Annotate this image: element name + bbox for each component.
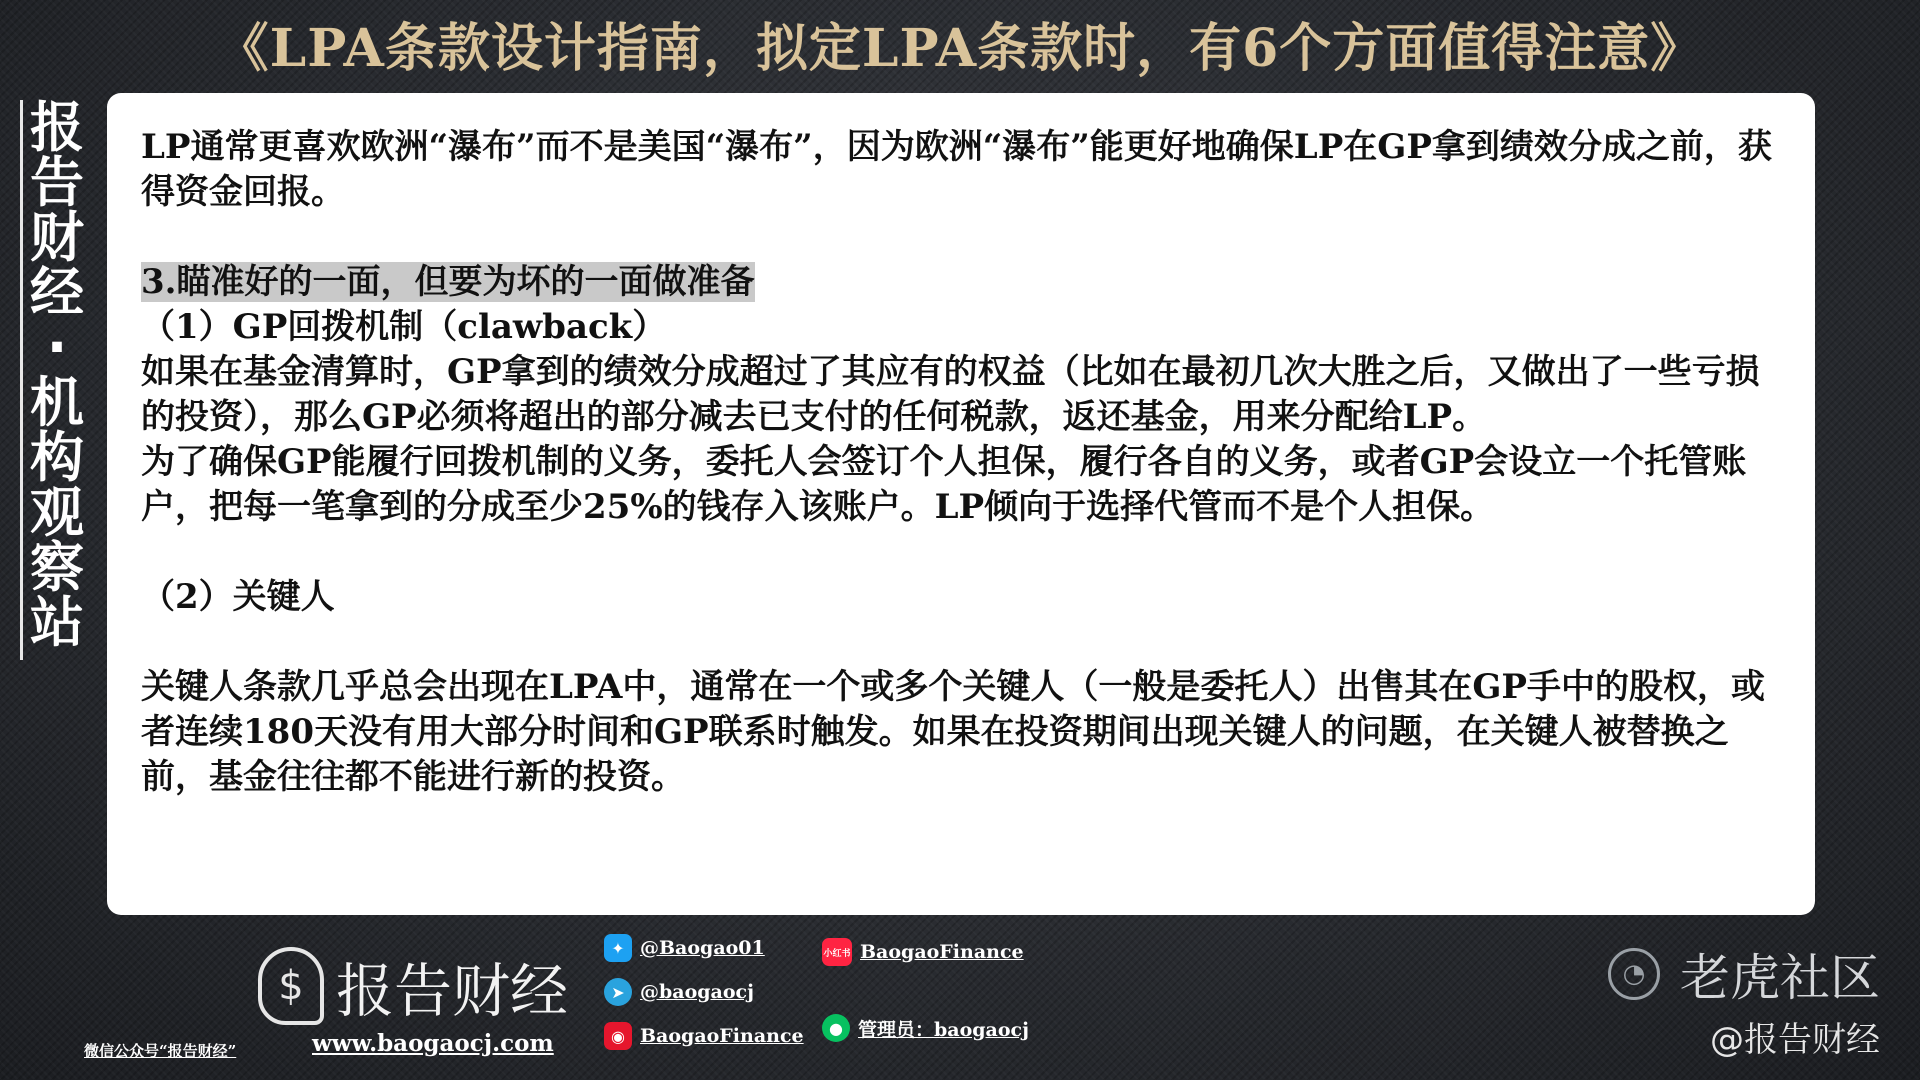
brand-logo-text: 报告财经 [336,957,569,1025]
side-label-char: 报 [30,96,84,159]
website-link[interactable]: www.baogaocj.com [312,1030,554,1057]
brand-logo [258,944,568,1028]
intro-paragraph: LP通常更喜欢欧洲“瀑布”而不是美国“瀑布”，因为欧洲“瀑布”能更好地确保LP在GP拿到绩效分成之前，获得资金回报。 [141,127,1772,212]
weibo-handle: BaogaoFinance [640,1025,804,1047]
content-card [107,93,1815,915]
twitter-link[interactable] [604,934,765,962]
side-label-char: 察 [30,536,84,599]
weibo-icon: ◉ [604,1022,632,1050]
weibo-link[interactable] [604,1022,804,1050]
wechat-admin-link[interactable] [822,1014,1029,1042]
side-label [20,96,91,660]
side-label-char: 机 [30,371,84,434]
tiger-community-brand [1608,938,1880,1010]
clawback-paragraph-2: 为了确保GP能履行回拨机制的义务，委托人会签订个人担保，履行各自的义务，或者GP会设立一个托管账户，把每一笔拿到的分成至少25%的钱存入该账户。LP倾向于选择代管而不是个人担保。 [141,442,1747,527]
xiaohongshu-icon: 小红书 [822,938,852,966]
xiaohongshu-link[interactable] [822,938,1024,966]
section-heading: 3.瞄准好的一面，但要为坏的一面做准备 [141,262,755,302]
side-label-char: 财 [30,206,84,269]
head-dollar-icon: $ [258,947,324,1025]
xiaohongshu-handle: BaogaoFinance [860,941,1024,963]
telegram-handle: @baogaocj [640,981,754,1003]
side-label-char: · [46,316,68,379]
wechat-account-label: 微信公众号“报告财经” [84,1042,237,1060]
tiger-icon: ◔ [1608,948,1660,1000]
page-title: 《LPA条款设计指南，拟定LPA条款时，有6个方面值得注意》 [216,18,1704,79]
wechat-icon: ● [822,1014,850,1042]
key-person-paragraph: 关键人条款几乎总会出现在LPA中，通常在一个或多个关键人（一般是委托人）出售其在GP手中的股权，或者连续180天没有用大部分时间和GP联系时触发。如果在投资期间出现关键人的问题，在关键人被替换之前，基金往往都不能进行新的投资。 [141,667,1765,797]
subsection-heading-key-person: （2）关键人 [141,577,335,617]
subsection-heading-clawback: （1）GP回拨机制（clawback） [141,307,667,347]
footer [0,920,1920,1080]
author-handle: @报告财经 [1710,1020,1880,1060]
side-label-char: 经 [30,261,84,324]
tiger-brand-text: 老虎社区 [1680,949,1880,1007]
side-label-char: 观 [30,481,84,544]
side-label-char: 告 [30,151,84,214]
clawback-paragraph-1: 如果在基金清算时，GP拿到的绩效分成超过了其应有的权益（比如在最初几次大胜之后，又做出了一些亏损的投资），那么GP必须将超出的部分减去已支付的任何税款，返还基金，用来分配给LP。 [141,352,1760,437]
side-label-char: 站 [30,591,84,654]
twitter-icon: ✦ [604,934,632,962]
telegram-link[interactable] [604,978,754,1006]
side-label-char: 构 [30,426,84,489]
wechat-admin-handle: 管理员：baogaocj [858,1018,1029,1041]
twitter-handle: @Baogao01 [640,937,765,959]
telegram-icon: ➤ [604,978,632,1006]
